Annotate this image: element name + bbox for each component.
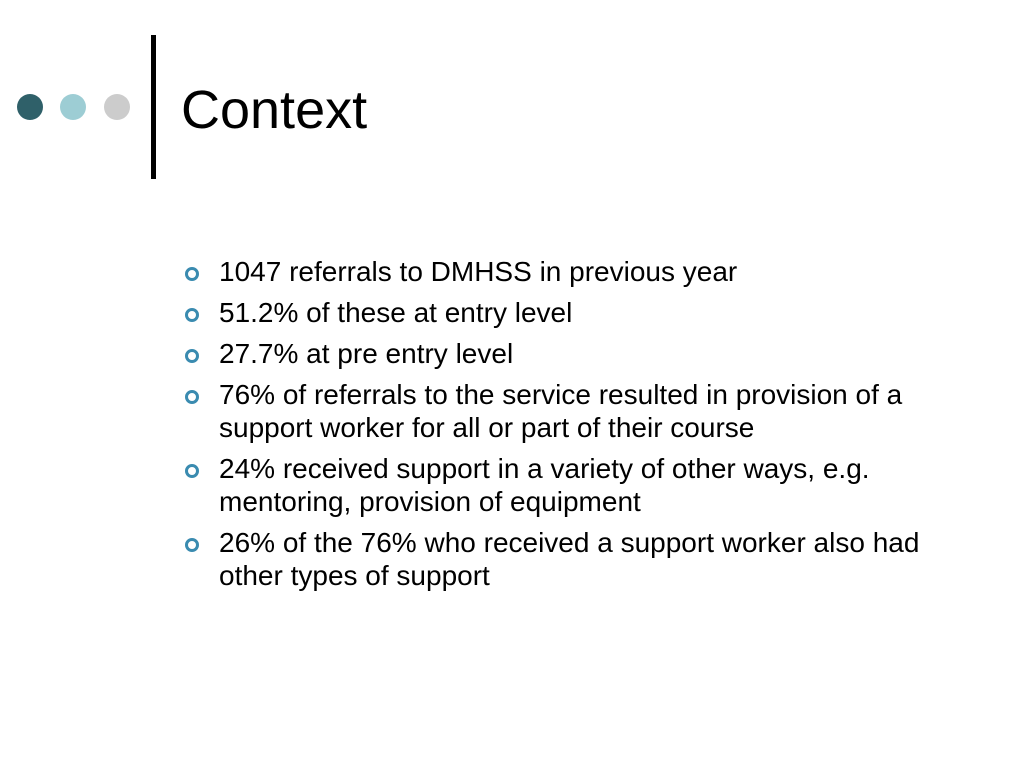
- slide-title: Context: [181, 80, 368, 140]
- bullet-item: [182, 337, 972, 370]
- bullet-list: [182, 255, 972, 600]
- bullet-item: [182, 378, 972, 444]
- bullet-ring-icon: [185, 390, 199, 404]
- bullet-ring-icon: [185, 308, 199, 322]
- bullet-item: [182, 526, 972, 592]
- bullet-text: 76% of referrals to the service resulted in provision of a support worker for all or part of their course: [219, 379, 903, 443]
- bullet-text: 1047 referrals to DMHSS in previous year: [219, 256, 738, 287]
- bullet-ring-icon: [185, 538, 199, 552]
- bullet-item: [182, 452, 972, 518]
- bullet-text: 51.2% of these at entry level: [219, 297, 573, 328]
- bullet-text: 24% received support in a variety of other ways, e.g. mentoring, provision of equipment: [219, 453, 870, 517]
- decorative-dot-gray: [104, 94, 130, 120]
- decorative-dot-light-teal: [60, 94, 86, 120]
- bullet-ring-icon: [185, 267, 199, 281]
- bullet-ring-icon: [185, 464, 199, 478]
- bullet-item: [182, 296, 972, 329]
- title-divider: [151, 35, 156, 179]
- bullet-text: 26% of the 76% who received a support worker also had other types of support: [219, 527, 920, 591]
- bullet-ring-icon: [185, 349, 199, 363]
- decorative-dot-dark: [17, 94, 43, 120]
- bullet-item: [182, 255, 972, 288]
- bullet-text: 27.7% at pre entry level: [219, 338, 514, 369]
